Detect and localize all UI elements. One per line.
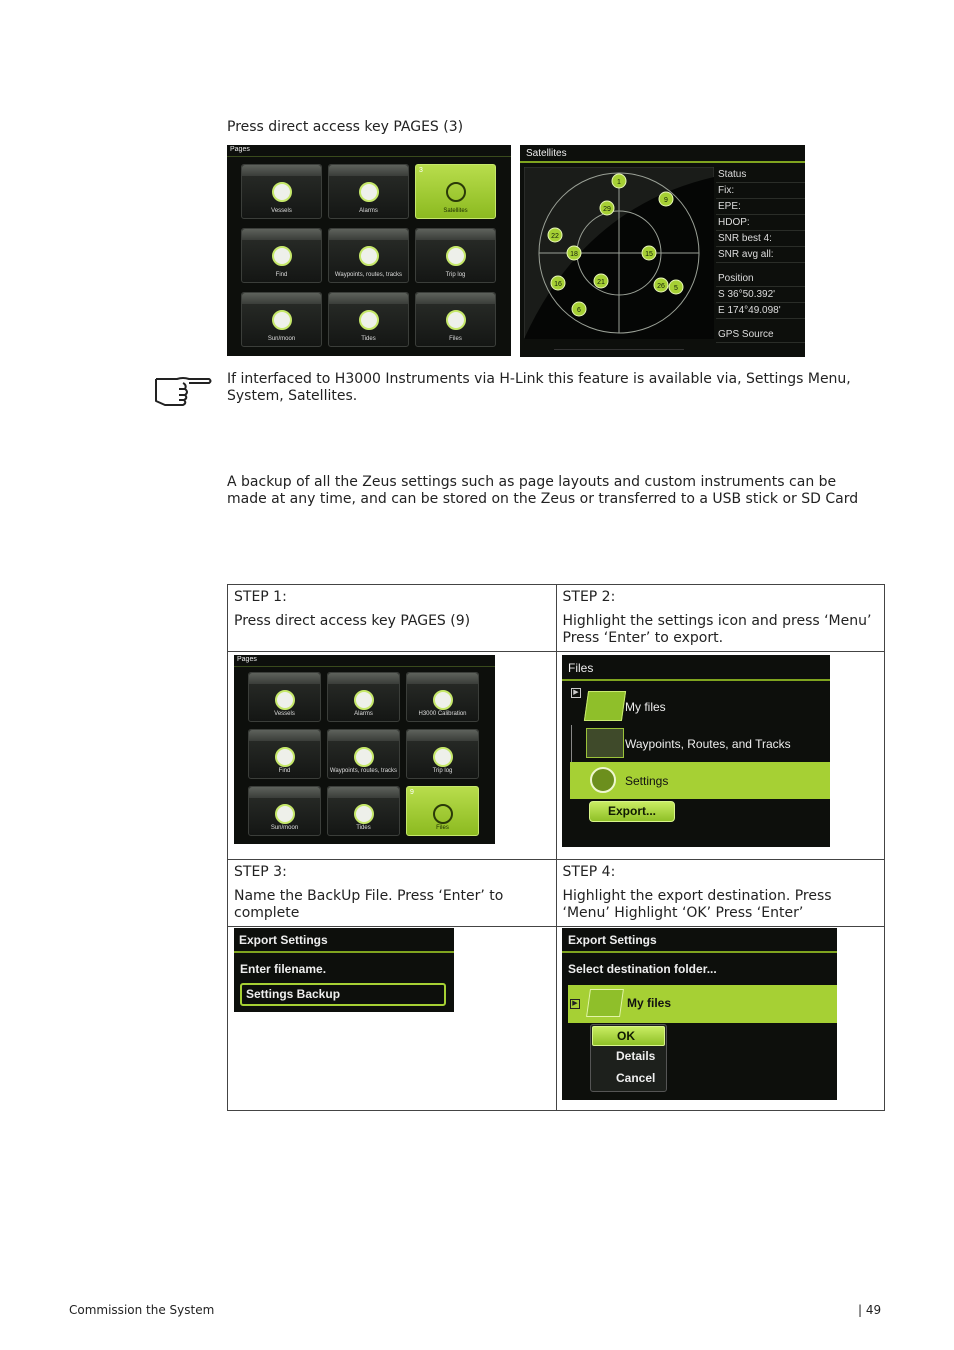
- pages2-tile[interactable]: [406, 672, 479, 722]
- tile-cap: [242, 229, 321, 240]
- waypoint-icon: [359, 246, 379, 266]
- satellite-id: 9: [664, 197, 668, 204]
- file-item-waypoints[interactable]: [570, 725, 830, 762]
- menu-details[interactable]: Details: [616, 1049, 656, 1063]
- waypoint-icon: [354, 747, 374, 767]
- folder-icon: [446, 310, 466, 330]
- tile-label: Vessels: [274, 711, 295, 717]
- fix-label: Fix:: [716, 183, 805, 199]
- step4-text: Highlight the export destination. Press ‘Menu’ Highlight ‘OK’ Press ‘Enter’: [562, 888, 832, 921]
- tile-cap: [328, 787, 399, 798]
- pages-tile[interactable]: [241, 228, 322, 283]
- footer-page-number: | 49: [858, 1303, 882, 1317]
- menu-cancel[interactable]: Cancel: [616, 1071, 656, 1085]
- file-item-settings[interactable]: [570, 762, 830, 799]
- longitude-value: E 174°49.098': [716, 303, 805, 319]
- ship-icon: [272, 182, 292, 202]
- tile-label: Alarms: [354, 711, 373, 717]
- tile-label: Sun/moon: [267, 336, 296, 342]
- magnifier-icon: [272, 246, 292, 266]
- pages-title-2: Pages: [234, 655, 495, 667]
- tile-cap: [249, 673, 320, 684]
- menu-ok[interactable]: OK: [592, 1026, 665, 1046]
- position-label: Position: [716, 271, 805, 287]
- pages2-tile[interactable]: [327, 786, 400, 836]
- wave-icon: [359, 310, 379, 330]
- pages-tile[interactable]: [328, 228, 409, 283]
- gps-source-label: GPS Source: [716, 327, 805, 343]
- tile-label: Waypoints, routes, tracks: [329, 768, 398, 774]
- tile-cap: [249, 730, 320, 741]
- tile-cap: [329, 293, 408, 304]
- step2-text: Highlight the settings icon and press ‘Menu’ Press ‘Enter’ to export.: [562, 613, 872, 646]
- export-filename-screenshot: [234, 928, 454, 1012]
- calculator-icon: [433, 747, 453, 767]
- tile-label: Satellites: [443, 208, 468, 214]
- satellite-skyplot: [524, 167, 714, 339]
- tile-label: Trip log: [432, 768, 453, 774]
- pages-tile[interactable]: [241, 164, 322, 219]
- satellite-icon: [433, 690, 453, 710]
- pages-tile[interactable]: [415, 164, 496, 219]
- satellite-id: 6: [577, 307, 581, 314]
- file-item-label: Waypoints, Routes, and Tracks: [625, 737, 791, 751]
- folder-icon: [433, 804, 453, 824]
- pointing-hand-icon: [153, 373, 213, 409]
- filename-input[interactable]: Settings Backup: [240, 983, 446, 1006]
- ship-icon: [275, 690, 295, 710]
- tile-label: Alarms: [359, 208, 378, 214]
- tile-cap: [249, 787, 320, 798]
- tile-cap: [328, 730, 399, 741]
- folder-icon-2: [586, 989, 624, 1017]
- snr-best-label: SNR best 4:: [716, 231, 805, 247]
- satellite-id: 15: [645, 251, 653, 258]
- pages2-tile[interactable]: [327, 729, 400, 779]
- expand-icon-2[interactable]: ▶: [570, 999, 580, 1009]
- step1-title: STEP 1:: [234, 589, 287, 605]
- tile-label: Find: [275, 272, 288, 278]
- pages-tile[interactable]: [415, 292, 496, 347]
- pages2-tile[interactable]: [248, 786, 321, 836]
- satellite-id: 22: [551, 233, 559, 240]
- step3-text: Name the BackUp File. Press ‘Enter’ to complete: [234, 888, 504, 921]
- wave-icon: [354, 804, 374, 824]
- pages2-tile[interactable]: [327, 672, 400, 722]
- pages2-tile[interactable]: [406, 786, 479, 836]
- latitude-value: S 36°50.392': [716, 287, 805, 303]
- satellite-id: 29: [603, 206, 611, 213]
- tile-cap: [416, 229, 495, 240]
- files-screenshot: [562, 655, 830, 847]
- note-text: If interfaced to H3000 Instruments via H-Link this feature is available via, Settings Menu, System, Satellites.: [227, 371, 851, 404]
- tile-label: Trip log: [445, 272, 466, 278]
- step4-title: STEP 4:: [562, 864, 616, 880]
- settings-database-icon: [590, 767, 616, 793]
- step2-title: STEP 2:: [562, 589, 616, 605]
- destination-prompt: Select destination folder...: [568, 962, 717, 976]
- tile-cap: [242, 165, 321, 176]
- satellite-id: 1: [617, 179, 621, 186]
- snr-avg-label: SNR avg all:: [716, 247, 805, 263]
- step1-cell: [228, 585, 557, 652]
- tile-label: Sun/moon: [270, 825, 299, 831]
- snr-bars: [554, 349, 684, 356]
- status-label: Status: [716, 167, 805, 183]
- pages-title: Pages: [227, 145, 511, 157]
- export-title-2: Export Settings: [562, 928, 837, 953]
- tile-cap: [242, 293, 321, 304]
- tile-number: 3: [419, 167, 423, 174]
- step3-cell: [228, 860, 557, 927]
- pages-tile[interactable]: [328, 292, 409, 347]
- tile-label: Tides: [356, 825, 371, 831]
- pages2-tile[interactable]: [406, 729, 479, 779]
- tile-label: Files: [449, 336, 462, 342]
- tile-label: Vessels: [271, 208, 292, 214]
- filename-prompt: Enter filename.: [240, 962, 327, 976]
- tile-cap: [416, 293, 495, 304]
- tile-cap: [407, 730, 478, 741]
- satellite-id: 18: [570, 251, 578, 258]
- pages-tile[interactable]: [328, 164, 409, 219]
- bell-icon: [359, 182, 379, 202]
- satellite-id: 26: [657, 283, 665, 290]
- step2-cell: [556, 585, 885, 652]
- export-destination-screenshot: [562, 928, 837, 1100]
- magnifier-icon: [275, 747, 295, 767]
- sun-moon-icon: [272, 310, 292, 330]
- satellite-id: 16: [554, 281, 562, 288]
- satellite-id: 21: [597, 279, 605, 286]
- satellites-screenshot: [520, 145, 805, 357]
- tile-cap: [328, 673, 399, 684]
- tile-number: 9: [410, 789, 414, 796]
- file-item-label: My files: [625, 700, 666, 714]
- satellites-title: Satellites: [520, 145, 805, 163]
- tile-cap: [329, 165, 408, 176]
- file-item-my-files[interactable]: [570, 688, 830, 725]
- satellite-status-panel: [716, 167, 805, 343]
- footer-section-title: Commission the System: [69, 1303, 215, 1317]
- tile-label: Tides: [361, 336, 376, 342]
- step3-title: STEP 3:: [234, 864, 287, 880]
- calculator-icon: [446, 246, 466, 266]
- satellite-id: 5: [674, 285, 678, 292]
- pages-screenshot-2: [234, 655, 495, 844]
- pages2-tile[interactable]: [248, 672, 321, 722]
- intro-text: Press direct access key PAGES (3): [227, 119, 464, 135]
- files-title: Files: [562, 655, 830, 681]
- step4-cell: [556, 860, 885, 927]
- tile-label: Waypoints, routes, tracks: [334, 272, 403, 278]
- backup-paragraph: A backup of all the Zeus settings such as page layouts and custom instruments can be made at any time, and can be stored on the Zeus or transferred to a USB stick or SD Card: [227, 474, 859, 507]
- context-menu: [590, 1024, 667, 1092]
- sun-moon-icon: [275, 804, 295, 824]
- tile-label: Files: [436, 825, 449, 831]
- export-button[interactable]: Export...: [589, 801, 675, 822]
- epe-label: EPE:: [716, 199, 805, 215]
- step1-text: Press direct access key PAGES (9): [234, 613, 471, 629]
- expand-icon[interactable]: ▶: [571, 688, 581, 698]
- folder-icon: [584, 691, 626, 721]
- export-title-1: Export Settings: [234, 928, 454, 953]
- satellite-icon: [446, 182, 466, 202]
- tile-label: Find: [278, 768, 291, 774]
- folder-item-my-files[interactable]: [568, 985, 837, 1023]
- folder-label: My files: [627, 996, 672, 1010]
- hdop-label: HDOP:: [716, 215, 805, 231]
- tile-cap: [329, 229, 408, 240]
- file-item-label: Settings: [625, 774, 669, 788]
- tile-label: H3000 Calibration: [418, 711, 467, 717]
- pages-screenshot: [227, 145, 511, 356]
- pages-tile[interactable]: [415, 228, 496, 283]
- pages2-tile[interactable]: [248, 729, 321, 779]
- pages-tile[interactable]: [241, 292, 322, 347]
- waypoints-folder-icon: [586, 728, 624, 758]
- bell-icon: [354, 690, 374, 710]
- tile-cap: [407, 673, 478, 684]
